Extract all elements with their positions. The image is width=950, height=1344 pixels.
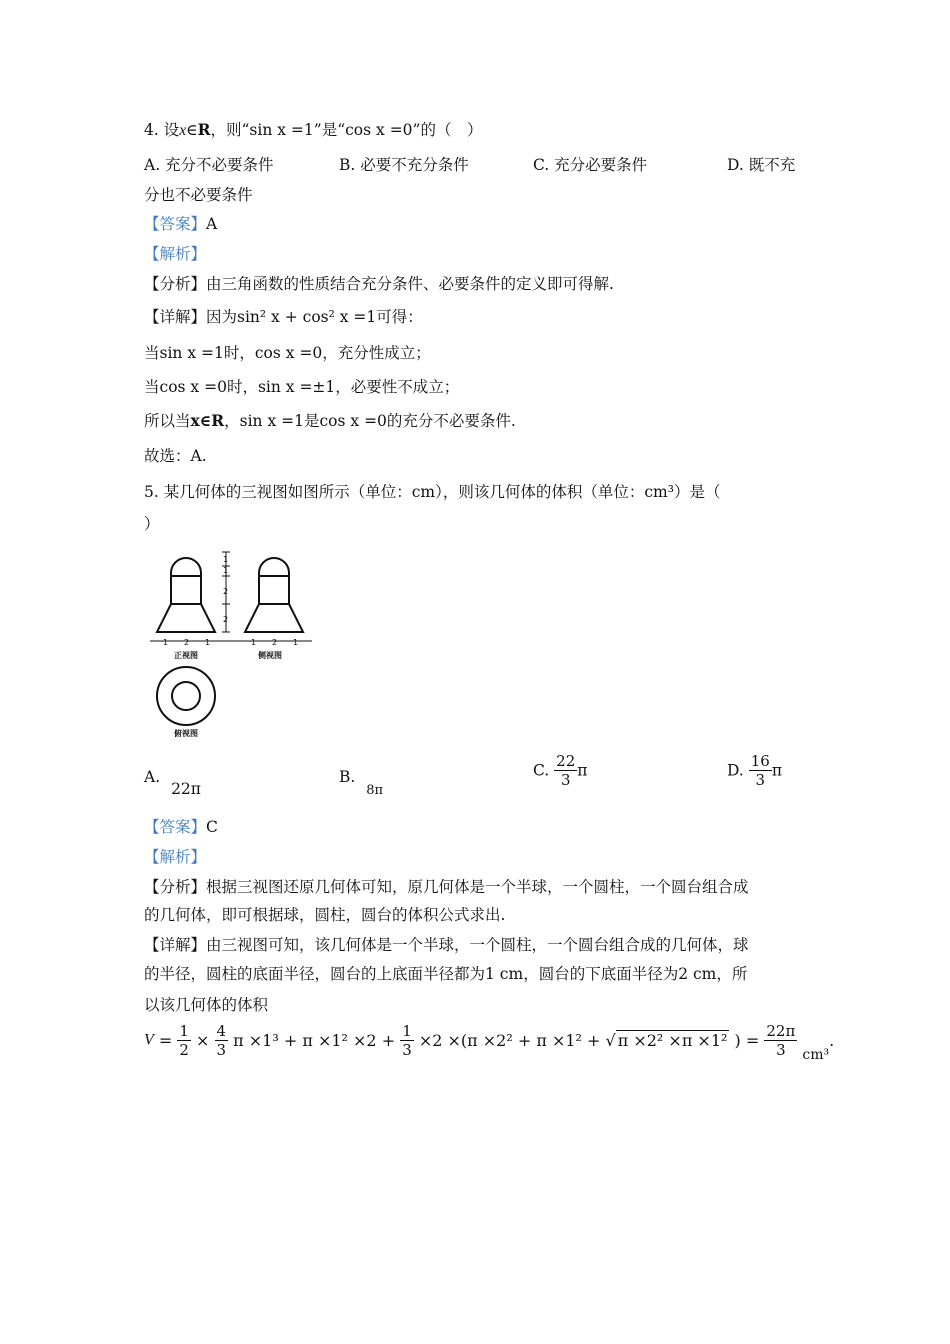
q4-line2: 当cos x =0时，sin x =±1，必要性不成立； xyxy=(144,378,460,396)
three-view-figure xyxy=(148,548,318,742)
q5-option-b: B. $_{8\pi}$ xyxy=(339,768,384,798)
q5-fenxi-2: 的几何体，即可根据球，圆柱，圆台的体积公式求出. xyxy=(144,906,506,924)
q4-option-a: A. 充分不必要条件 xyxy=(144,156,274,174)
dim-h-2: 2 xyxy=(184,638,190,647)
q4-line1: 当sin x =1时，cos x =0，充分性成立； xyxy=(144,344,431,362)
q4-option-d-cont: 分也不必要条件 xyxy=(144,186,253,204)
q4-stem: 4. 设x∈R，则“sin x =1”是“cos x =0”的（ ） xyxy=(144,120,483,139)
q4-choose: 故选：A. xyxy=(144,447,207,465)
volume-formula: V = $\frac{1}{2}$ × $\frac{4}{3}$ π ×1³ + π ×1² ×2 + $\frac{1}{3}$ ×2 ×(π ×2² + π ×1² + √ π ×2² ×π ×1² ) = $\frac{22\pi}{3}$ cm³. xyxy=(144,1022,835,1063)
front-hemisphere xyxy=(171,558,201,576)
q5-stem: 5. 某几何体的三视图如图所示（单位：cm），则该几何体的体积（单位：cm³）是（ xyxy=(144,483,721,501)
q5-option-c: C. $\frac{22}{3}$ π xyxy=(533,752,588,789)
dim-v-3: 2 xyxy=(223,587,229,596)
q5-detail-1: 【详解】由三视图可知，该几何体是一个半球，一个圆柱，一个圆台组合成的几何体，球 xyxy=(144,936,749,954)
q5-detail-2: 的半径，圆柱的底面半径，圆台的上底面半径都为1 cm，圆台的下底面半径为2 cm，所 xyxy=(144,965,748,983)
dim-h-6: 1 xyxy=(293,638,299,647)
q5-stem-end: ） xyxy=(144,515,160,533)
dim-h-4: 1 xyxy=(251,638,257,647)
q5-detail-3: 以该几何体的体积 xyxy=(144,996,269,1014)
dim-h-3: 1 xyxy=(205,638,211,647)
dim-h-5: 2 xyxy=(272,638,278,647)
dim-h-1: 1 xyxy=(163,638,169,647)
dim-v-2: 1 xyxy=(223,566,229,575)
top-inner-circle xyxy=(172,682,200,710)
top-outer-circle xyxy=(157,667,215,725)
q4-option-b: B. 必要不充分条件 xyxy=(339,156,469,174)
q4-answer: 【答案】A xyxy=(144,215,218,233)
front-view-label: 正视图 xyxy=(174,651,198,660)
dim-v-4: 2 xyxy=(223,615,229,624)
dim-v-1: 1 xyxy=(223,555,229,564)
side-hemisphere xyxy=(259,558,289,576)
q4-option-d: D. 既不充 xyxy=(727,156,796,174)
q4-option-c: C. 充分必要条件 xyxy=(533,156,648,174)
q5-fenxi-1: 【分析】根据三视图还原几何体可知，原几何体是一个半球，一个圆柱，一个圆台组合成 xyxy=(144,878,749,896)
q5-option-a: A. 22π xyxy=(144,768,201,798)
q4-line3: 所以当x∈R，sin x =1是cos x =0的充分不必要条件. xyxy=(144,411,516,430)
q5-analysis-tag: 【解析】 xyxy=(144,848,207,866)
q4-analysis-tag: 【解析】 xyxy=(144,245,207,263)
q5-answer: 【答案】C xyxy=(144,818,218,836)
q5-option-d: D. $\frac{16}{3}$ π xyxy=(727,752,783,789)
front-frustum xyxy=(157,604,215,632)
side-cylinder xyxy=(259,576,289,604)
q4-fenxi: 【分析】由三角函数的性质结合充分条件、必要条件的定义即可得解. xyxy=(144,275,614,293)
front-cylinder xyxy=(171,576,201,604)
q4-detail: 【详解】因为sin² x + cos² x =1可得： xyxy=(144,308,423,326)
side-frustum xyxy=(245,604,303,632)
top-view-label: 俯视图 xyxy=(174,729,198,738)
side-view-label: 侧视图 xyxy=(258,651,282,660)
